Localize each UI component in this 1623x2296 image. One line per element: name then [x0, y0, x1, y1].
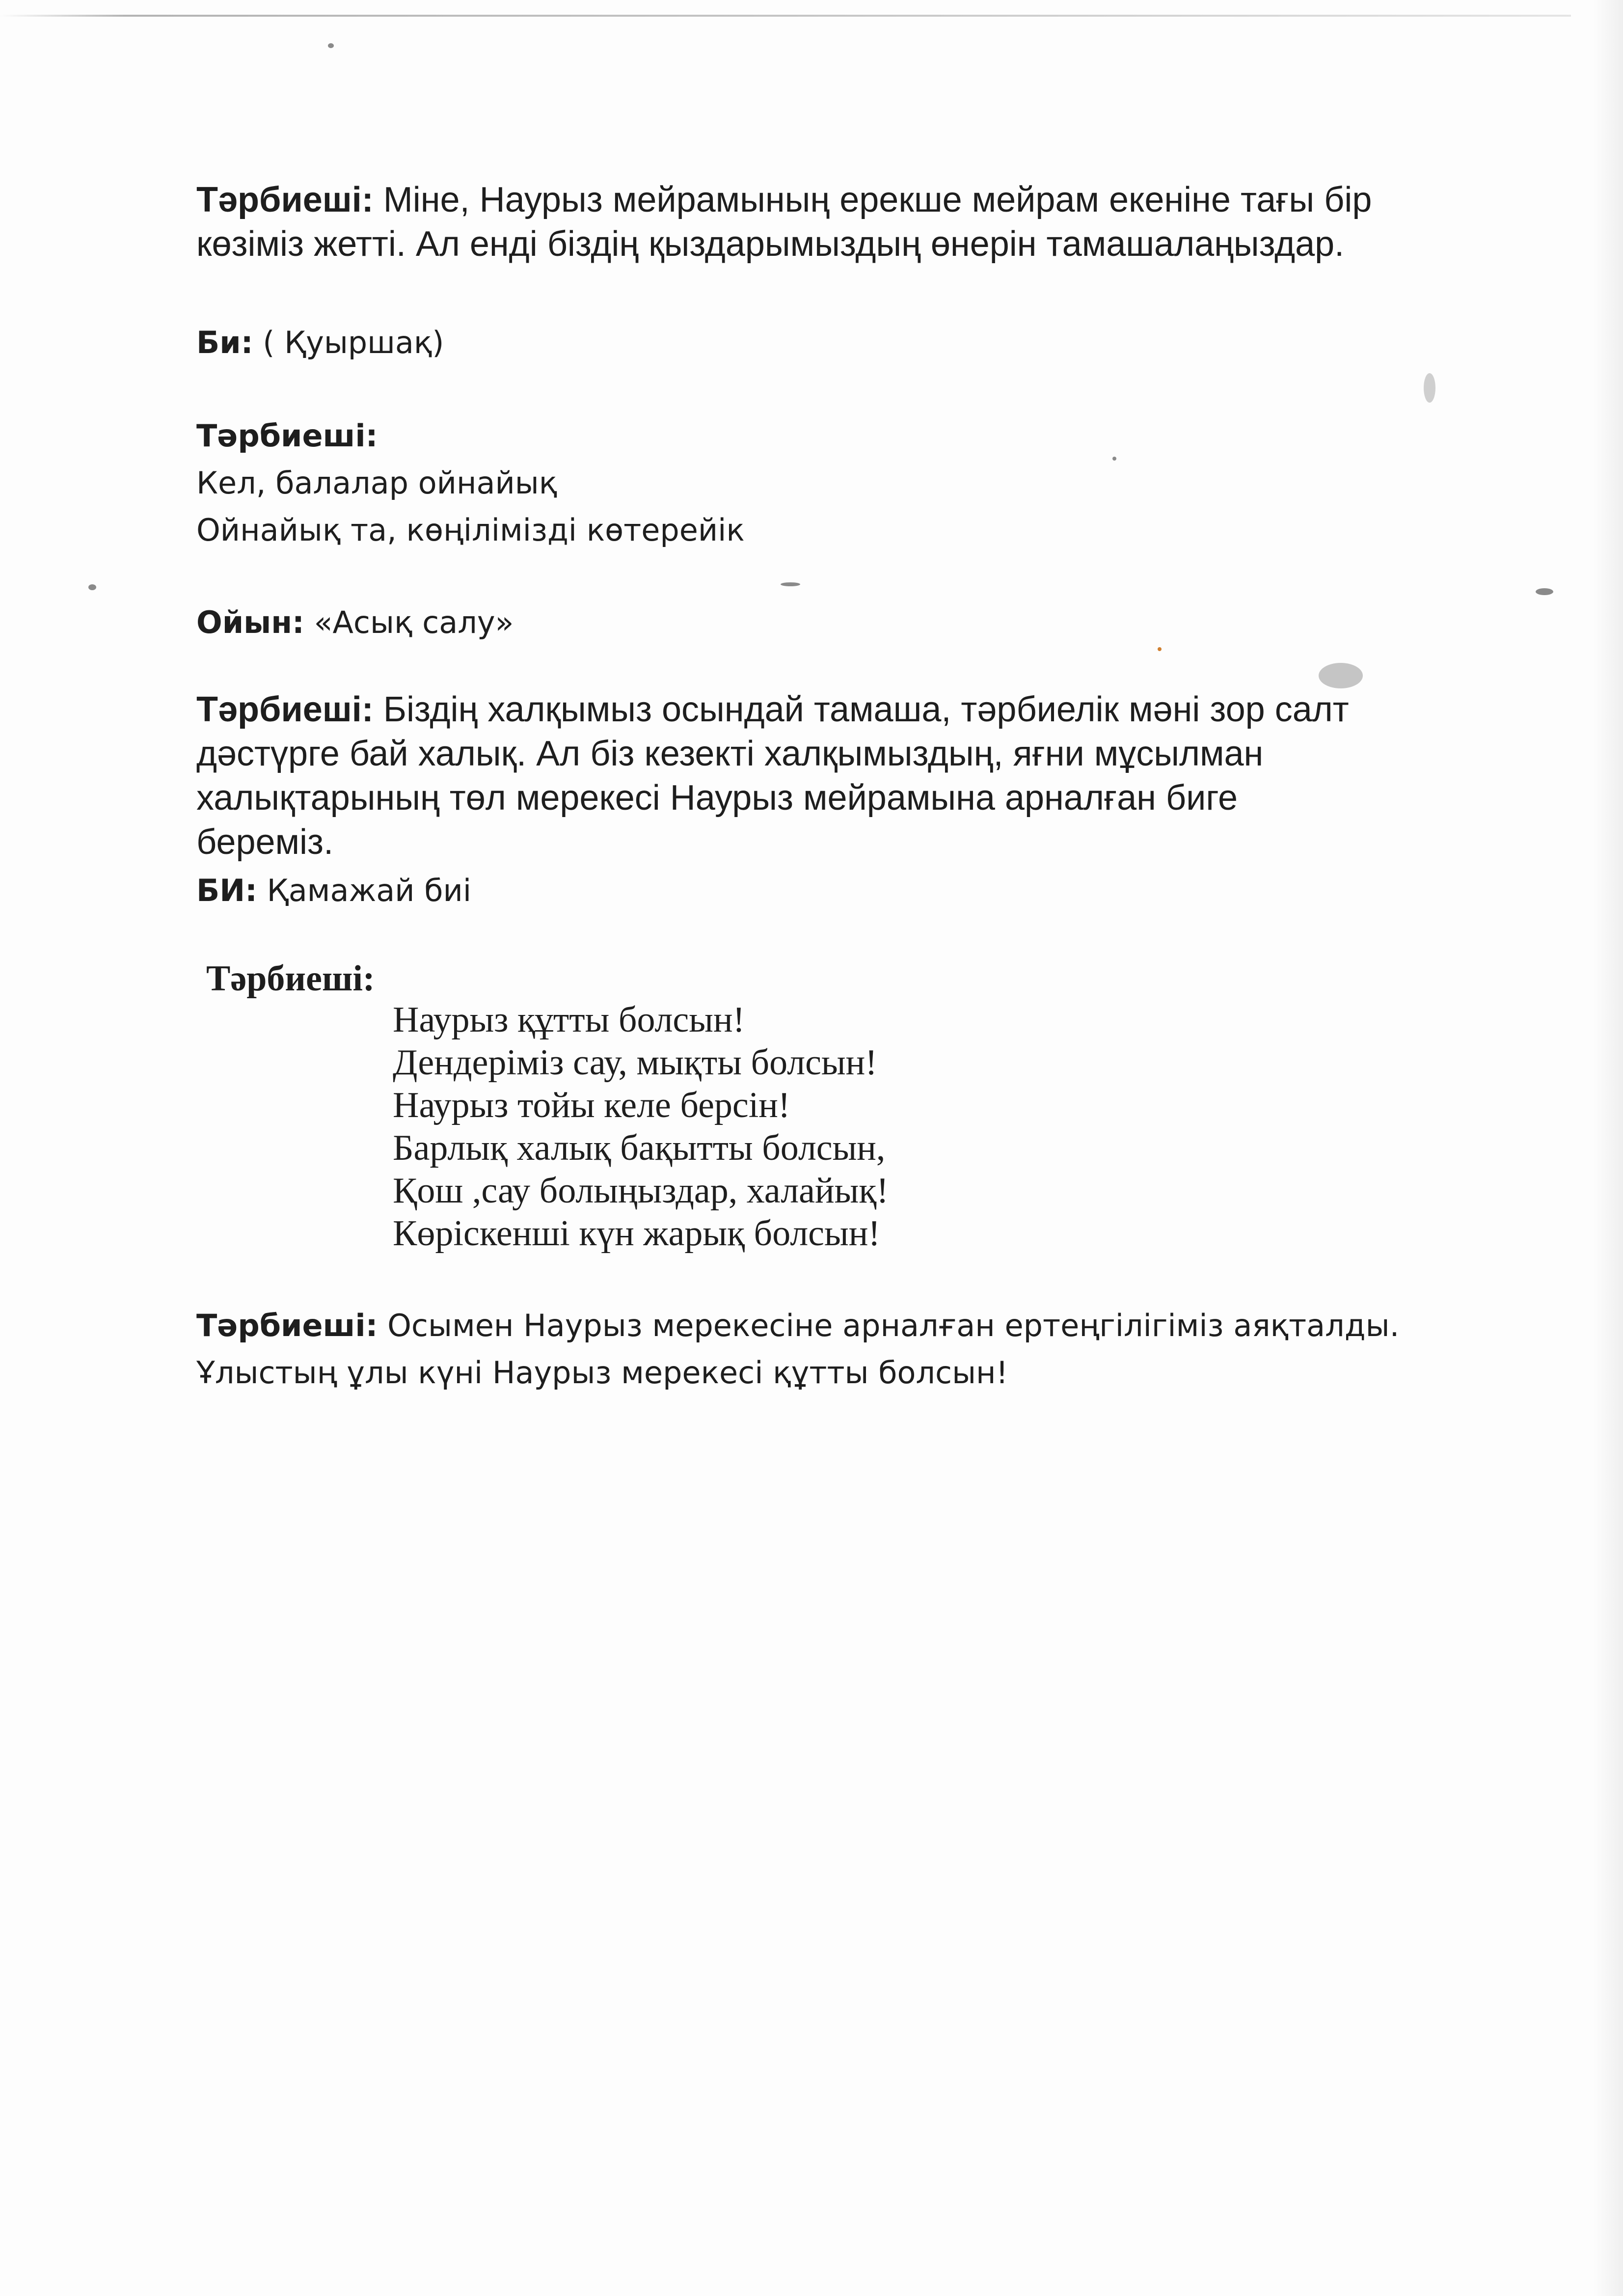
poem-line: Барлық халық бақытты болсын,: [393, 1128, 886, 1168]
paragraph-text: Осымен Наурыз мерекесіне арналған ертеңгілігіміз аяқталды.: [387, 1308, 1400, 1343]
paragraph-text: Біздің халқымыз осындай тамаша, тәрбиелік мәні зор салт: [383, 690, 1349, 729]
paragraph-text: Міне, Наурыз мейрамының ерекше мейрам екеніне тағы бір: [383, 180, 1372, 219]
poem-line: Қош ,сау болыңыздар, халайық!: [393, 1171, 889, 1211]
verse-line: Ойнайық та, көңілімізді көтерейік: [196, 512, 745, 548]
scan-top-edge: [0, 15, 1571, 17]
paragraph-text: береміз.: [196, 822, 334, 862]
dance-entry-1: [196, 319, 1473, 366]
scan-speck: [1158, 647, 1162, 651]
dance-entry-2: [196, 867, 1473, 914]
speaker-label: Тәрбиеші:: [196, 690, 374, 729]
paragraph-text: көзіміз жетті. Ал енді біздің қыздарымыздың өнерін тамашалаңыздар.: [196, 224, 1345, 264]
poem-line: Дендеріміз сау, мықты болсын!: [393, 1042, 877, 1083]
poem-line: Наурыз тойы келе берсін!: [393, 1085, 790, 1125]
teacher-paragraph-1: [196, 178, 1473, 266]
speaker-label: Тәрбиеші:: [196, 180, 374, 219]
poem: [393, 999, 889, 1255]
scan-speck: [328, 43, 334, 48]
scan-right-edge: [1594, 0, 1623, 2296]
speaker-label: Тәрбиеші:: [196, 1308, 378, 1343]
game-entry: [196, 599, 1473, 646]
teacher-paragraph-2: [196, 687, 1473, 864]
game-label: Ойын:: [196, 604, 304, 640]
paragraph-text: дәстүрге бай халық. Ал біз кезекті халқымыздың, яғни мұсылман: [196, 734, 1264, 773]
verse-line: Кел, балалар ойнайық: [196, 465, 558, 501]
scan-speck: [1319, 663, 1363, 688]
paragraph-text: Ұлыстың ұлы күні Наурыз мерекесі құтты болсын!: [196, 1355, 1008, 1391]
scan-speck: [88, 584, 96, 590]
scan-speck: [1536, 588, 1553, 595]
dance-label: Би:: [196, 325, 253, 360]
teacher-verse-1: [196, 412, 1473, 554]
speaker-label: Тәрбиеші:: [196, 418, 378, 454]
poem-line: Наурыз құтты болсын!: [393, 1000, 745, 1040]
speaker-label: Тәрбиеші:: [206, 958, 375, 999]
paragraph-text: халықтарының төл мерекесі Наурыз мейрамына арналған биге: [196, 778, 1238, 818]
dance-name: Қамажай биі: [267, 873, 472, 908]
scan-speck: [1424, 373, 1435, 403]
poem-line: Көріскенші күн жарық болсын!: [393, 1213, 880, 1254]
teacher-closing: [196, 1302, 1473, 1396]
scan-speck: [781, 582, 800, 586]
dance-label: БИ:: [196, 873, 257, 908]
dance-name: ( Қуыршақ): [263, 325, 444, 360]
game-name: «Асық салу»: [314, 604, 514, 640]
